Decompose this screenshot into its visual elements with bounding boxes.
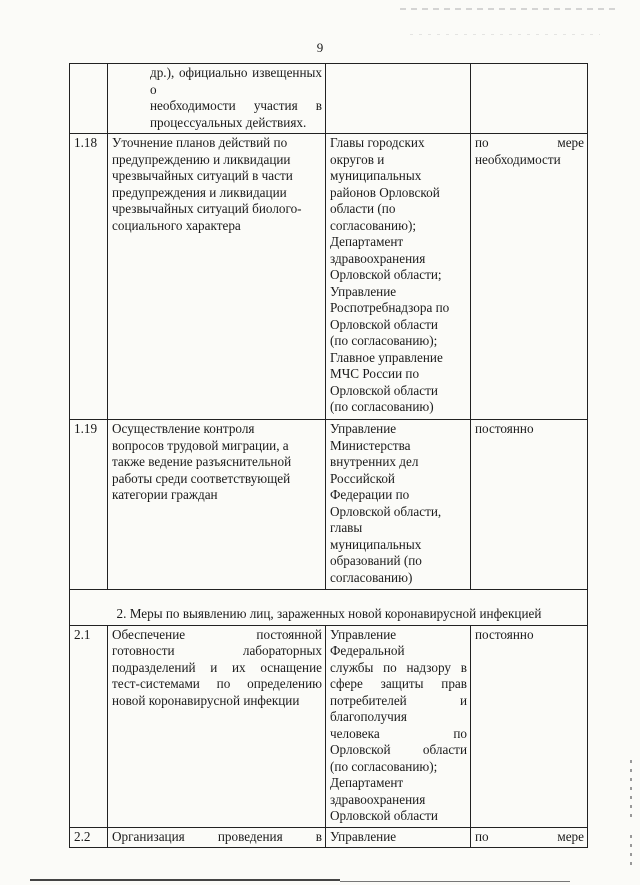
action-line-5: новой коронавирусной инфекции [112, 692, 300, 708]
action-cell [108, 827, 326, 848]
executors-cell [326, 64, 471, 134]
scan-artifact-top-2 [410, 34, 600, 35]
action-cell [108, 625, 326, 827]
deadline-line-1: по мере [475, 828, 584, 844]
scan-artifact-top [400, 8, 620, 10]
row-number: 1.19 [70, 420, 108, 590]
exec-line: благополучия [330, 709, 407, 724]
deadline-line-2: необходимости [475, 151, 561, 167]
action-line-1: Организация проведения в [112, 828, 322, 844]
table-row [70, 420, 588, 590]
action-line-2: готовности лабораторных [112, 643, 322, 658]
exec-line: (по согласованию); [330, 758, 438, 774]
exec-line: Департамент [330, 775, 404, 790]
action-cell: Уточнение планов действий по предупреждению и ликвидации чрезвычайных ситуаций в части предупреждения и ликвидации чрезвычайных ситуаций биолого- социального характера [108, 134, 326, 420]
scan-artifact-bottom-2 [340, 881, 570, 882]
row-number: 2.2 [70, 827, 108, 848]
exec-line: службы по надзору в [330, 659, 467, 675]
exec-line: здравоохранения [330, 791, 426, 807]
section-heading: 2. Меры по выявлению лиц, зараженных новой коронавирусной инфекцией [70, 590, 588, 626]
table-row [70, 625, 588, 827]
exec-line: сфере защиты прав [330, 676, 467, 691]
deadline-cell: постоянно [471, 420, 588, 590]
deadline-line-1: по мере [475, 135, 584, 150]
exec-line: Управление [330, 626, 397, 642]
table-row [70, 64, 588, 134]
executors-cell [326, 625, 471, 827]
deadline-cell [471, 134, 588, 420]
exec-line: Орловской области [330, 808, 438, 823]
exec-line: потребителей и [330, 692, 467, 708]
exec-line: Федеральной [330, 643, 405, 658]
scan-artifact-right-2 [630, 835, 632, 865]
executors-cell: Главы городских округов и муниципальных районов Орловской области (по согласованию); Департамент здравоохранения Орловской области; Управление Роспотребнадзора по Орловской области (по согласованию); Главное управление МЧС России по Орловской области (по согласованию) [326, 134, 471, 420]
row-number: 1.18 [70, 134, 108, 420]
action-line-1: др.), официально извещенных о [150, 65, 322, 97]
row-number: 2.1 [70, 625, 108, 827]
section-row [70, 590, 588, 626]
action-line-3: подразделений и их оснащение [112, 659, 322, 675]
measures-table [69, 63, 588, 848]
deadline-cell [471, 827, 588, 848]
deadline-cell [471, 64, 588, 134]
row-number [70, 64, 108, 134]
scan-artifact-right [630, 760, 632, 820]
exec-line: Орловской области [330, 742, 467, 757]
action-line-3: процессуальных действиях. [150, 114, 307, 130]
executors-cell: Управление Министерства внутренних дел Российской Федерации по Орловской области, главы муниципальных образований (по согласованию) [326, 420, 471, 590]
action-line-2: необходимости участия в [150, 98, 322, 113]
deadline-cell: постоянно [471, 625, 588, 827]
action-cell [108, 64, 326, 134]
executors-cell: Управление [326, 827, 471, 848]
table-row [70, 134, 588, 420]
page-number: 9 [316, 40, 324, 55]
action-cell: Осуществление контроля вопросов трудовой миграции, а также ведение разъяснительной работы среди соответствующей категории граждан [108, 420, 326, 590]
scan-artifact-bottom [30, 879, 340, 881]
action-line-4: тест-системами по определению [112, 676, 322, 691]
exec-line: человека по [330, 725, 467, 741]
table-row [70, 827, 588, 848]
action-line-1: Обеспечение постоянной [112, 626, 322, 642]
